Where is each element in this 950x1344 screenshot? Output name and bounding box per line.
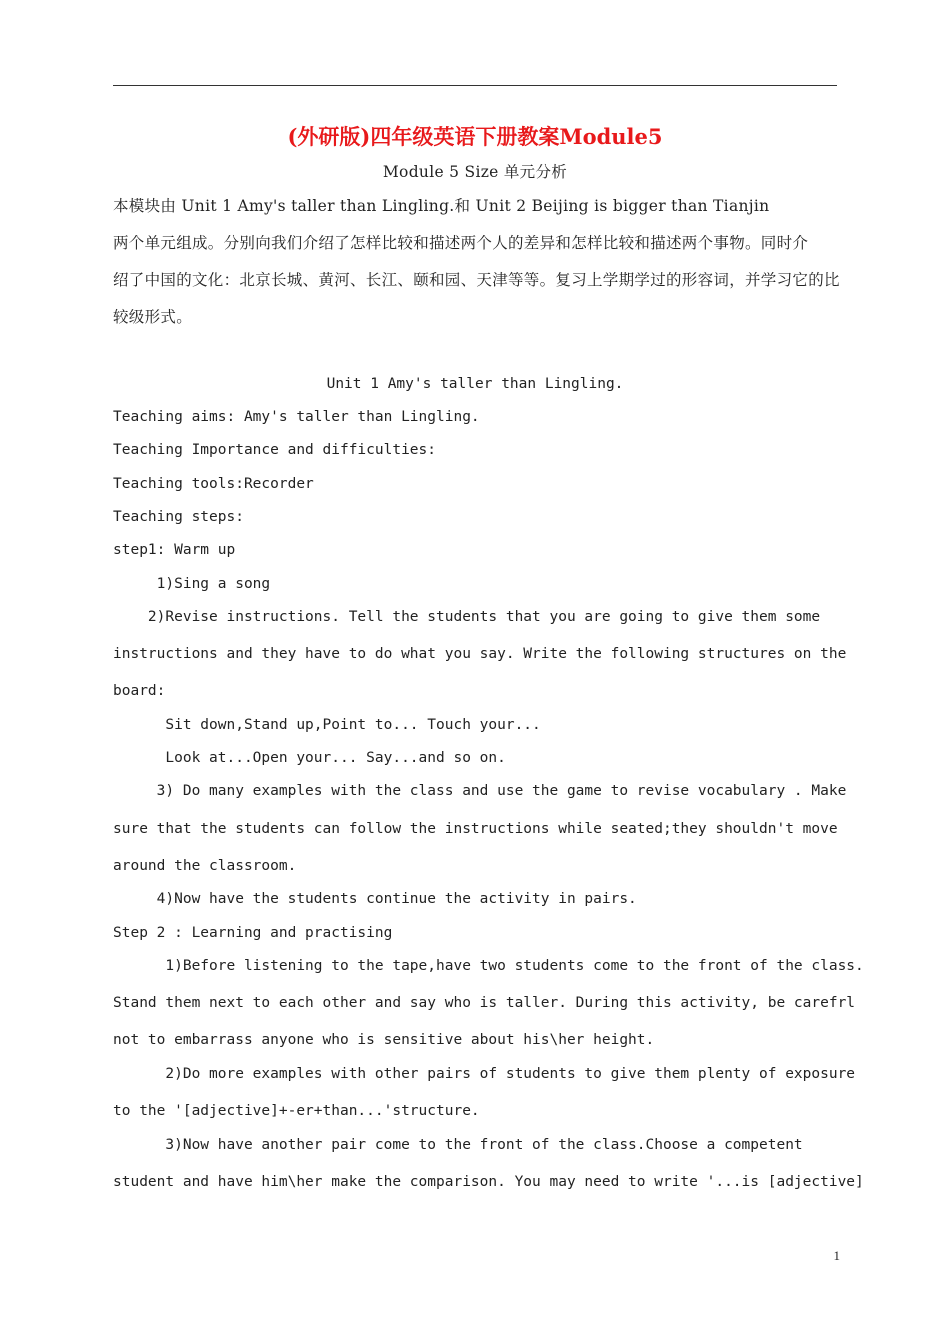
body-line: to the '[adjective]+-er+than...'structure. (113, 1103, 480, 1119)
body-line: 1)Sing a song (113, 576, 271, 592)
body-line: Teaching aims: Amy's taller than Lingling. (113, 409, 480, 425)
body-line: Look at...Open your... Say...and so on. (113, 750, 506, 766)
module-subtitle: Module 5 Size 单元分析 (382, 163, 568, 181)
header-rule (113, 85, 837, 86)
body-line: 3) Do many examples with the class and use the game to revise vocabulary . Make (113, 783, 847, 799)
body-line: step1: Warm up (113, 542, 236, 558)
body-line: Teaching Importance and difficulties: (113, 442, 437, 458)
intro-line-4: 较级形式。 (113, 308, 193, 326)
intro-line-1: 本模块由 Unit 1 Amy's taller than Lingling.和 Unit 2 Beijing is bigger than Tianjin (113, 197, 770, 215)
body-line: student and have him\her make the comparison. You may need to write '...is [adjective] (113, 1174, 864, 1190)
body-line: 2)Revise instructions. Tell the students that you are going to give them some (113, 609, 821, 625)
intro-line-3: 绍了中国的文化：北京长城、黄河、长江、颐和园、天津等等。复习上学期学过的形容词，并学习它的比 (113, 271, 840, 289)
document-title: (外研版)四年级英语下册教案Module5 (287, 124, 663, 149)
intro-line-2: 两个单元组成。分别向我们介绍了怎样比较和描述两个人的差异和怎样比较和描述两个事物。同时介 (113, 234, 809, 252)
body-line: 3)Now have another pair come to the front of the class.Choose a competent (113, 1137, 803, 1153)
body-line: Teaching steps: (113, 509, 244, 525)
page-number: 1 (833, 1248, 840, 1263)
body-line: around the classroom. (113, 858, 297, 874)
body-line: Teaching tools:Recorder (113, 476, 314, 492)
body-line: 4)Now have the students continue the activity in pairs. (113, 891, 637, 907)
unit-heading: Unit 1 Amy's taller than Lingling. (326, 376, 624, 392)
body-line: instructions and they have to do what you say. Write the following structures on the (113, 646, 847, 662)
body-line: 2)Do more examples with other pairs of students to give them plenty of exposure (113, 1066, 856, 1082)
body-line: sure that the students can follow the instructions while seated;they shouldn't move (113, 821, 838, 837)
body-line: Sit down,Stand up,Point to... Touch your... (113, 717, 541, 733)
body-line: not to embarrass anyone who is sensitive about his\her height. (113, 1032, 655, 1048)
body-line: board: (113, 683, 166, 699)
body-line: Stand them next to each other and say who is taller. During this activity, be carefrl (113, 995, 856, 1011)
body-line: Step 2 : Learning and practising (113, 925, 393, 941)
body-line: 1)Before listening to the tape,have two students come to the front of the class. (113, 958, 864, 974)
